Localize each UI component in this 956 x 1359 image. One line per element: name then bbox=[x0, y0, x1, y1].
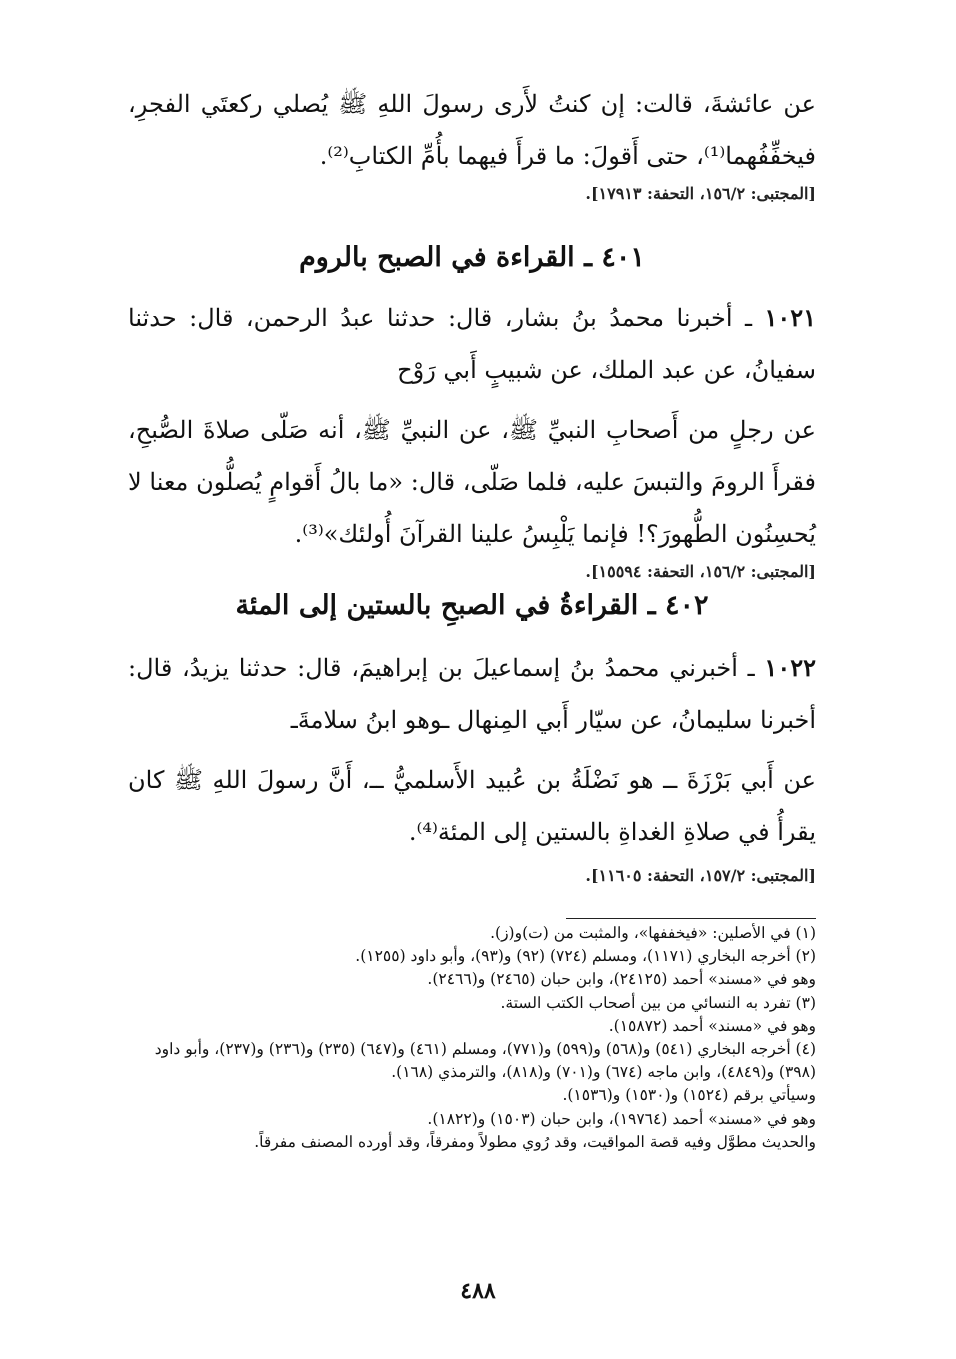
hadith-isnad bbox=[128, 292, 816, 396]
hadith-number: ١٠٢١ bbox=[764, 303, 816, 332]
section-number: ٤٠٢ bbox=[665, 590, 709, 621]
footnote-line: وهو في «مسند» أحمد (١٩٧٦٤)، وابن حبان (١٥٠٣) و(١٨٢٢). bbox=[427, 1109, 816, 1128]
footnote-line: (٤) أخرجه البخاري (٥٤١) و(٥٦٨) و(٥٩٩) و(٧٧١)، ومسلم (٤٦١) و(٦٤٧) (٢٣٥) و(٢٣٦) و(٢٣٧)، وأبو داود (٣٩٨) و(٤٨٤٩)، وابن ماجه (٦٧٤) و(٧٠١) و(٨١٨)، والترمذي (١٦٨). bbox=[154, 1040, 816, 1082]
intro-block bbox=[128, 78, 816, 206]
hadith-1022 bbox=[128, 642, 816, 888]
page-number: ٤٨٨ bbox=[460, 1278, 496, 1304]
section-title: ـ القراءةُ في الصبحِ بالستين إلى المئة bbox=[235, 590, 656, 621]
hadith-reference: [المجتبى: ١٥٧/٢، التحفة: ١١٦٠٥]. bbox=[585, 866, 816, 885]
hadith-matn: عن أَبي بَرْزَةَ ــ هو نَضْلَةُ بن عُبيد الأَسلميُّ ــ، أَنَّ رسولَ اللهِ ﷺ كان يقرأُ في صلاةِ الغداةِ بالستين إلى المئة⁽⁴⁾. bbox=[128, 766, 816, 846]
section-heading-402 bbox=[128, 586, 816, 626]
hadith-isnad bbox=[128, 642, 816, 746]
hadith-number: ١٠٢٢ bbox=[764, 653, 816, 682]
footnote-line: وهو في «مسند» أحمد (١٥٨٧٢). bbox=[608, 1016, 816, 1035]
section-title: ـ القراءة في الصبح بالروم bbox=[299, 242, 592, 273]
isnad-text: ـ أخبرني محمدُ بنُ إسماعيلَ بن إبراهيمَ، قال: حدثنا يزيدُ، قال: أخبرنا سليمانُ، عن سيّار أَبي المِنهال ـوهو ابنُ سلامةَـ bbox=[128, 654, 816, 734]
footnote-line: وسيأتي برقم (١٥٢٤) و(١٥٣٠) و(١٥٣٦). bbox=[562, 1086, 816, 1105]
section-heading-401 bbox=[128, 238, 816, 278]
footnote-line: (١) في الأصلين: «فيخففها»، والمثبت من (ت)و(ز). bbox=[490, 924, 816, 942]
footnote-line: وهو في «مسند» أحمد (٢٤١٢٥)، وابن حبان (٢٤٦٥) و(٢٤٦٦). bbox=[427, 970, 816, 989]
footnote-line: (٣) تفرد به النسائي من بين أصحاب الكتب الستة. bbox=[500, 993, 816, 1012]
hadith-1021 bbox=[128, 292, 816, 584]
footnote-line: (٢) أخرجه البخاري (١١٧١)، ومسلم (٧٢٤) (٩٢) و(٩٣)، وأبو داود (١٢٥٥). bbox=[355, 947, 816, 966]
footnote-divider bbox=[566, 918, 816, 919]
intro-reference: [المجتبى: ١٥٦/٢، التحفة: ١٧٩١٣]. bbox=[585, 184, 816, 203]
section-number: ٤٠١ bbox=[601, 242, 645, 273]
hadith-reference: [المجتبى: ١٥٦/٢، التحفة: ١٥٥٩٤]. bbox=[585, 562, 816, 581]
footnotes bbox=[128, 922, 816, 1154]
intro-text: عن عائشةَ، قالت: إن كنتُ لأَرى رسولَ اللهِ ﷺ يُصلي ركعتَي الفجرِ، فيخفِّفُهما⁽¹⁾، حتى أَقولَ: ما قرأَ فيهما بأُمِّ الكتابِ⁽²⁾. bbox=[128, 90, 816, 170]
footnote-line: والحديث مطوَّل وفيه قصة المواقيت، وقد رُوي مطولاً ومفرقاً، وقد أورده المصنف مفرقاً. bbox=[254, 1132, 816, 1151]
isnad-text: ـ أخبرنا محمدُ بنُ بشار، قال: حدثنا عبدُ الرحمن، قال: حدثنا سفيانُ، عن عبد الملك، عن شبيبٍ أَبي رَوْح bbox=[128, 304, 816, 384]
hadith-matn: عن رجلٍ من أَصحابِ النبيِّ ﷺ، عن النبيِّ ﷺ، أنه صَلّى صلاةَ الصُّبحِ، فقرأَ الرومَ والتبسَ عليه، فلما صَلّى، قال: «ما بالُ أَقوامٍ يُصلُّون معنا لا يُحسِنُون الطُّهورَ؟! فإنما يَلْبِسُ علينا القرآنَ أُولئك»⁽³⁾. bbox=[128, 416, 816, 548]
